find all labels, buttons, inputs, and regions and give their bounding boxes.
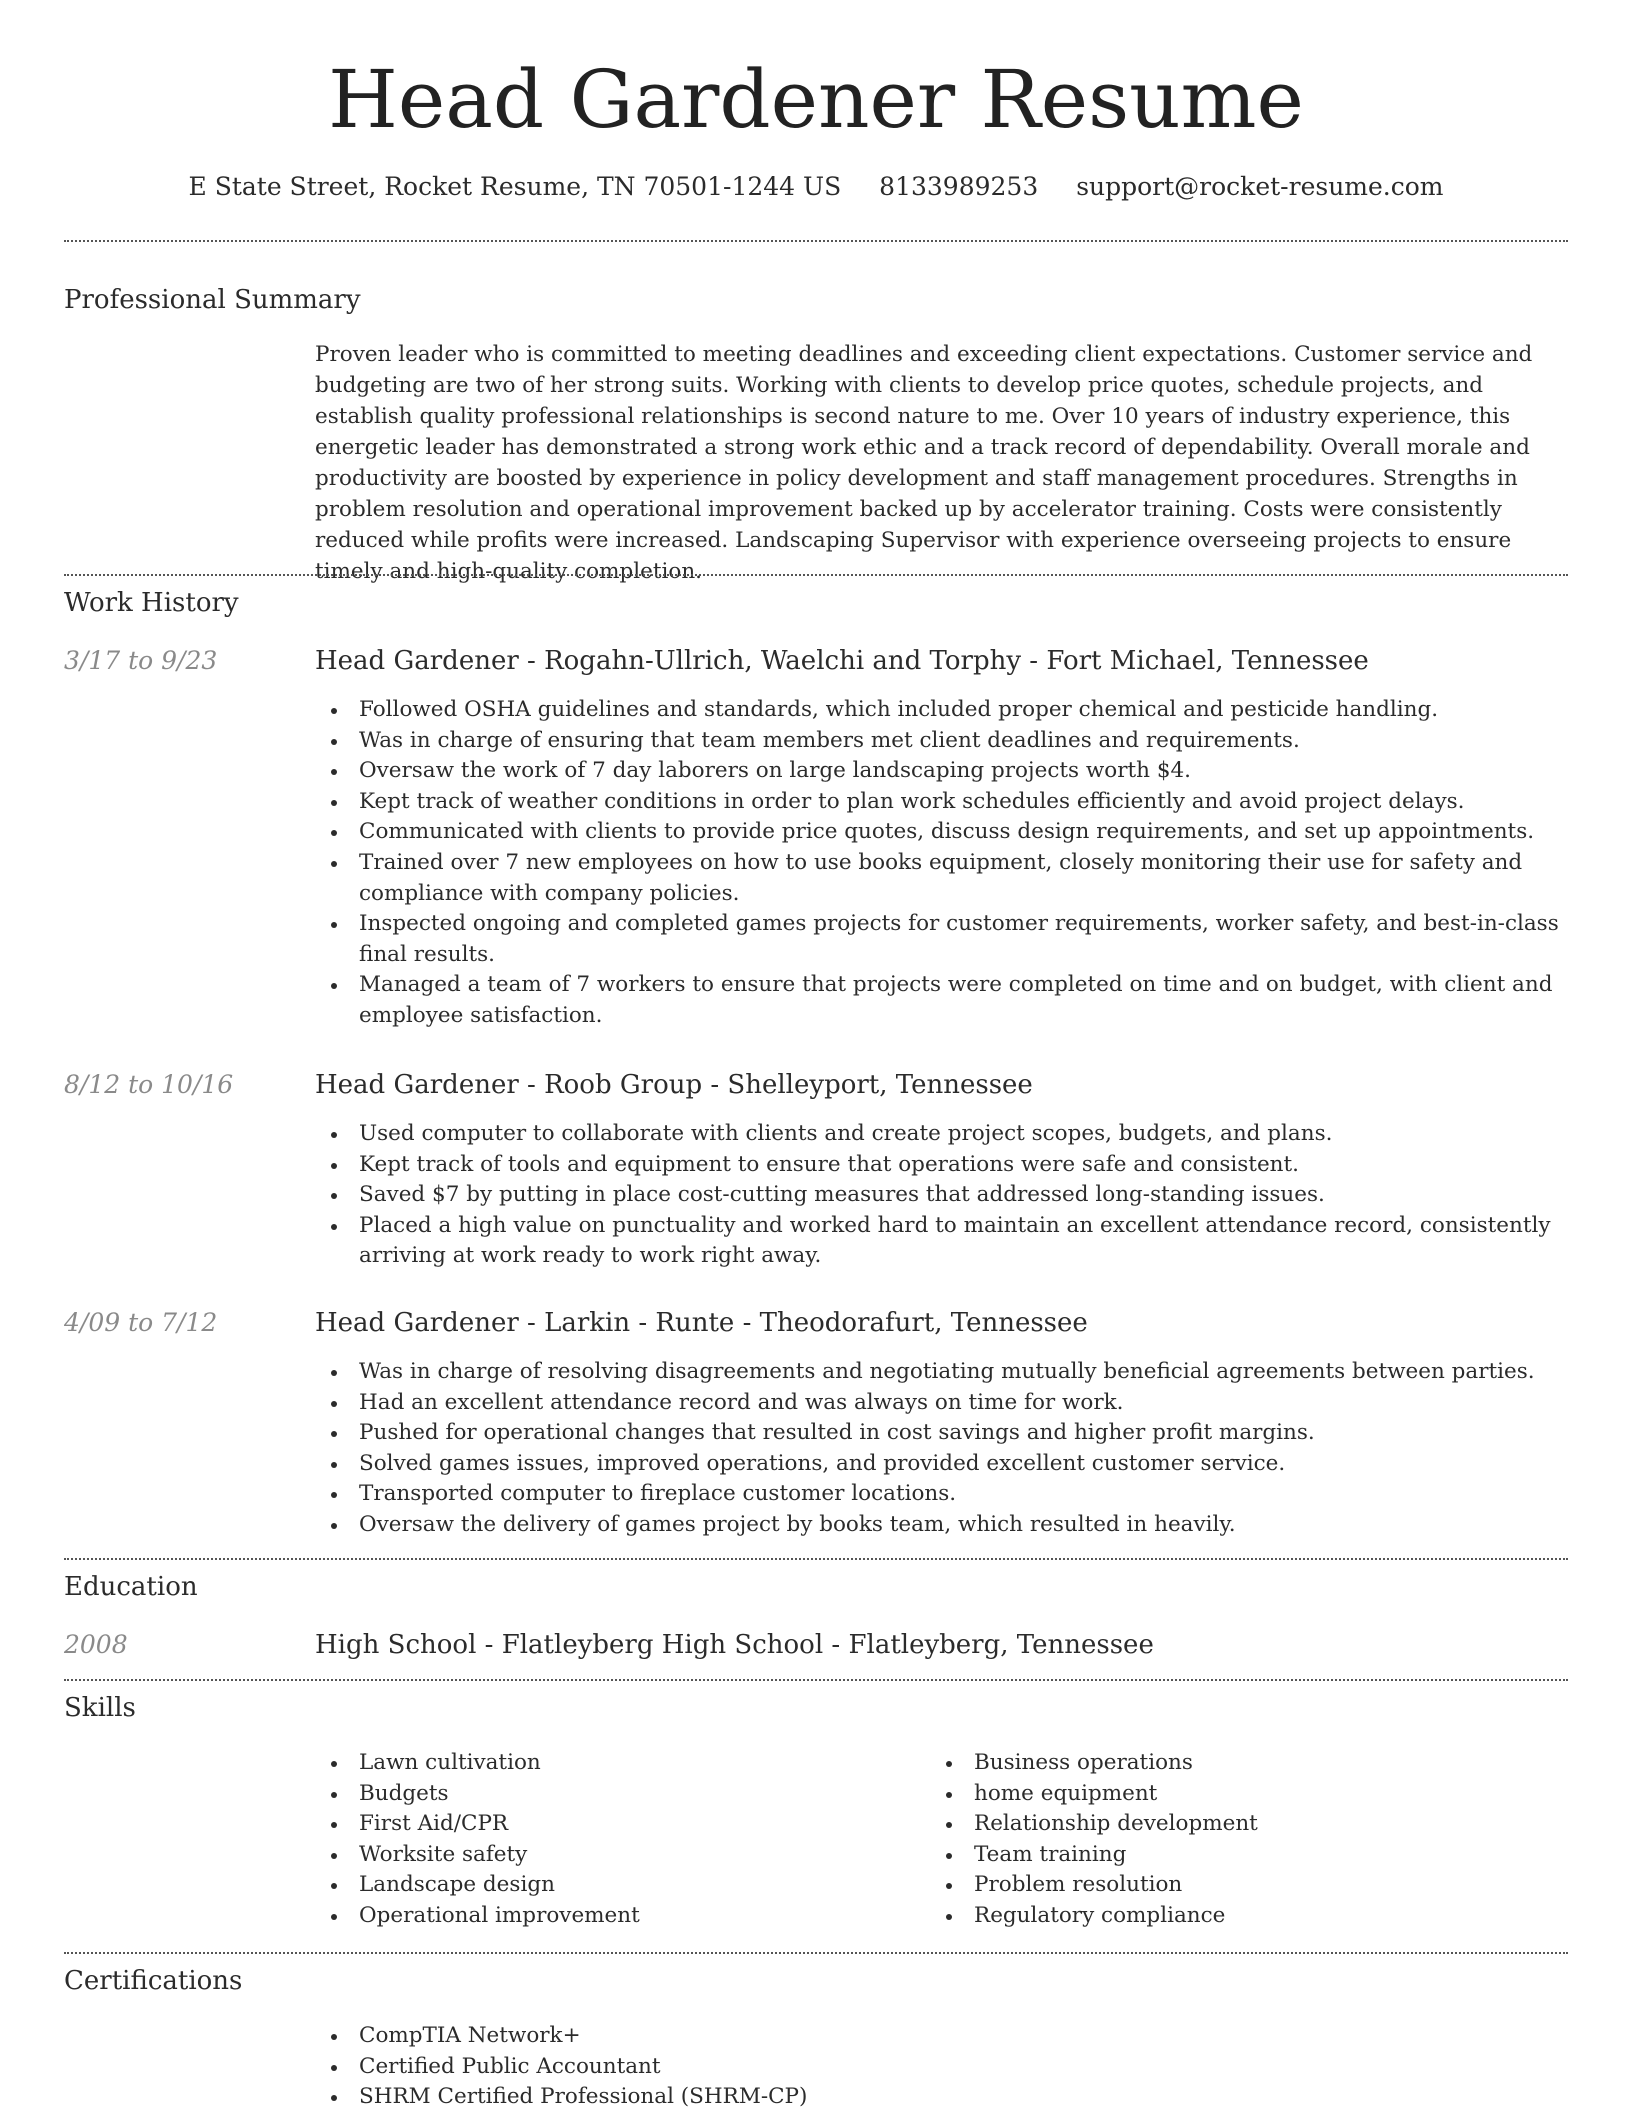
education-year: 2008 bbox=[64, 1630, 128, 1659]
list-item: Had an excellent attendance record and was always on time for work. bbox=[359, 1388, 1568, 1419]
job-bullets bbox=[315, 695, 1568, 1032]
education-entry: High School - Flatleyberg High School - Flatleyberg, Tennessee bbox=[315, 1630, 1154, 1660]
skills-list-right bbox=[930, 1748, 1568, 1932]
contact-email: support@rocket-resume.com bbox=[1076, 172, 1444, 201]
contact-phone: 8133989253 bbox=[879, 172, 1039, 201]
education-heading: Education bbox=[64, 1572, 198, 1602]
list-item: Worksite safety bbox=[359, 1840, 930, 1871]
list-item: home equipment bbox=[974, 1779, 1568, 1810]
list-item: Placed a high value on punctuality and worked hard to maintain an excellent attendance record, consistently arriving at work ready to work right away. bbox=[359, 1211, 1568, 1272]
job-bullets bbox=[315, 1357, 1568, 1541]
list-item: Was in charge of resolving disagreements and negotiating mutually beneficial agreements between parties. bbox=[359, 1357, 1568, 1388]
list-item: Problem resolution bbox=[974, 1870, 1568, 1901]
list-item: Kept track of tools and equipment to ensure that operations were safe and consistent. bbox=[359, 1150, 1568, 1181]
list-item: First Aid/CPR bbox=[359, 1809, 930, 1840]
list-item: Saved $7 by putting in place cost-cutting measures that addressed long-standing issues. bbox=[359, 1180, 1568, 1211]
list-item: CompTIA Network+ bbox=[359, 2021, 1568, 2052]
job-title: Head Gardener - Roob Group - Shelleyport, Tennessee bbox=[315, 1070, 1033, 1100]
list-item: Certified Public Accountant bbox=[359, 2052, 1568, 2083]
job-title: Head Gardener - Larkin - Runte - Theodorafurt, Tennessee bbox=[315, 1308, 1088, 1338]
list-item: Lawn cultivation bbox=[359, 1748, 930, 1779]
section-divider bbox=[64, 240, 1568, 242]
list-item: Regulatory compliance bbox=[974, 1901, 1568, 1932]
job-dates: 3/17 to 9/23 bbox=[64, 646, 218, 675]
skills-list-left bbox=[315, 1748, 930, 1932]
list-item: Solved games issues, improved operations, and provided excellent customer service. bbox=[359, 1449, 1568, 1480]
contact-info bbox=[0, 170, 1632, 204]
list-item: Oversaw the work of 7 day laborers on large landscaping projects worth $4. bbox=[359, 756, 1568, 787]
list-item: Followed OSHA guidelines and standards, which included proper chemical and pesticide handling. bbox=[359, 695, 1568, 726]
job-bullets bbox=[315, 1119, 1568, 1272]
contact-address: E State Street, Rocket Resume, TN 70501-1244 US bbox=[188, 172, 842, 201]
list-item: Landscape design bbox=[359, 1870, 930, 1901]
section-divider bbox=[64, 1679, 1568, 1681]
list-item: Team training bbox=[974, 1840, 1568, 1871]
certifications-list bbox=[315, 2021, 1568, 2113]
list-item: Relationship development bbox=[974, 1809, 1568, 1840]
list-item: Managed a team of 7 workers to ensure that projects were completed on time and on budget, with client and employee satisfaction. bbox=[359, 970, 1568, 1031]
section-divider bbox=[64, 1952, 1568, 1954]
work-history-heading: Work History bbox=[64, 588, 239, 618]
list-item: Pushed for operational changes that resulted in cost savings and higher profit margins. bbox=[359, 1418, 1568, 1449]
job-dates: 8/12 to 10/16 bbox=[64, 1070, 234, 1099]
list-item: Was in charge of ensuring that team members met client deadlines and requirements. bbox=[359, 726, 1568, 757]
list-item: SHRM Certified Professional (SHRM-CP) bbox=[359, 2082, 1568, 2113]
resume-title: Head Gardener Resume bbox=[328, 53, 1304, 146]
section-divider bbox=[64, 1558, 1568, 1560]
list-item: Used computer to collaborate with clients and create project scopes, budgets, and plans. bbox=[359, 1119, 1568, 1150]
list-item: Oversaw the delivery of games project by books team, which resulted in heavily. bbox=[359, 1510, 1568, 1541]
list-item: Inspected ongoing and completed games projects for customer requirements, worker safety, and best-in-class final results. bbox=[359, 909, 1568, 970]
summary-heading: Professional Summary bbox=[64, 285, 361, 315]
job-dates: 4/09 to 7/12 bbox=[64, 1308, 218, 1337]
list-item: Transported computer to fireplace customer locations. bbox=[359, 1479, 1568, 1510]
list-item: Business operations bbox=[974, 1748, 1568, 1779]
list-item: Kept track of weather conditions in order to plan work schedules efficiently and avoid project delays. bbox=[359, 787, 1568, 818]
skills-heading: Skills bbox=[64, 1693, 136, 1723]
list-item: Operational improvement bbox=[359, 1901, 930, 1932]
list-item: Trained over 7 new employees on how to use books equipment, closely monitoring their use for safety and compliance with company policies. bbox=[359, 848, 1568, 909]
summary-text: Proven leader who is committed to meeting deadlines and exceeding client expectations. Customer service and budgeting are two of her strong suits. Working with clients to develop price quotes, schedule projects, and establish quality professional relationships is second nature to me. Over 10 years of industry experience, this energetic leader has demonstrated a strong work ethic and a track record of dependability. Overall morale and productivity are boosted by experience in policy development and staff management procedures. Strengths in problem resolution and operational improvement backed up by accelerator training. Costs were consistently reduced while profits were increased. Landscaping Supervisor with experience overseeing projects to ensure timely and high-quality completion. bbox=[315, 342, 1533, 584]
job-title: Head Gardener - Rogahn-Ullrich, Waelchi and Torphy - Fort Michael, Tennessee bbox=[315, 646, 1369, 676]
certifications-heading: Certifications bbox=[64, 1966, 243, 1996]
section-divider bbox=[64, 574, 1568, 576]
list-item: Budgets bbox=[359, 1779, 930, 1810]
list-item: Communicated with clients to provide price quotes, discuss design requirements, and set up appointments. bbox=[359, 817, 1568, 848]
